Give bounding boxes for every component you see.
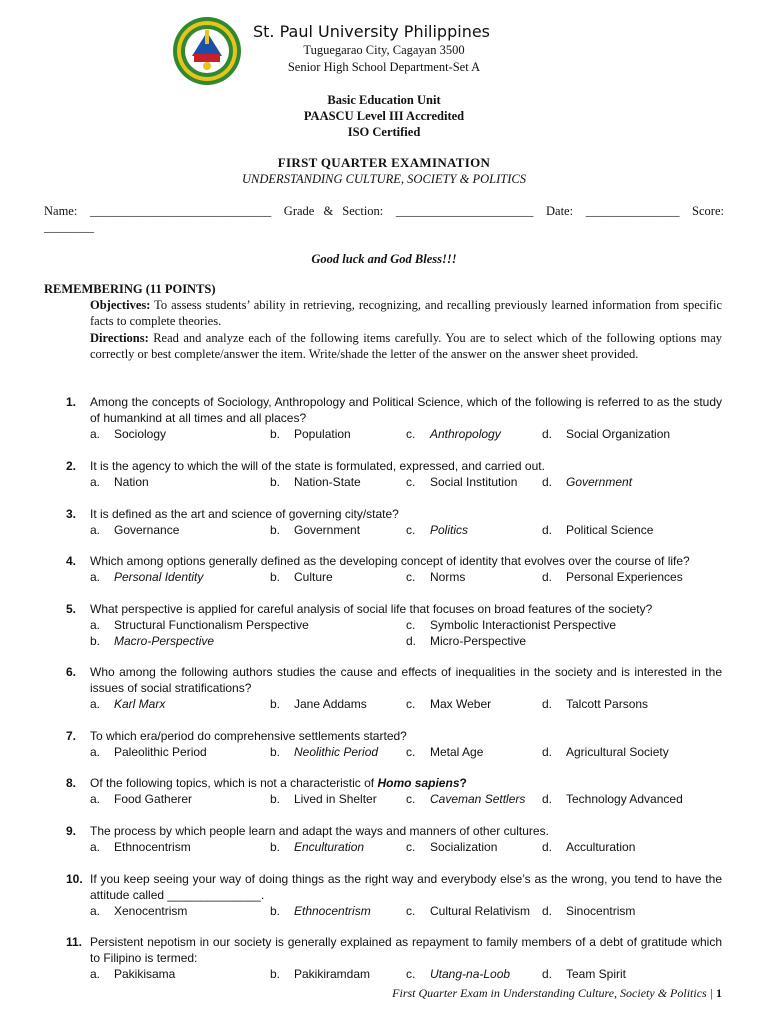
option-letter: b. [270,523,281,537]
question-number: 1. [66,395,77,409]
option-letter: a. [90,697,101,711]
question-number: 5. [66,602,77,616]
score-field[interactable]: ________ [44,220,94,234]
option-letter: c. [406,427,416,441]
options-row [90,617,722,633]
option-text: Structural Functionalism Perspective [114,618,309,632]
option-letter: a. [90,745,101,759]
accreditation: PAASCU Level III Accredited [303,109,465,123]
answer-option[interactable] [270,744,378,760]
option-letter: b. [270,475,281,489]
option-text: Population [294,427,351,441]
question-item [66,506,722,538]
option-letter: c. [406,904,416,918]
options-row [90,696,722,712]
option-text: Technology Advanced [566,792,683,806]
question-number: 3. [66,507,77,521]
option-text: Neolithic Period [294,745,379,759]
answer-option[interactable] [90,966,175,982]
option-text: Ethnocentrism [294,904,371,918]
answer-option[interactable] [90,474,149,490]
options-row [90,426,722,442]
option-letter: a. [90,475,101,489]
name-field[interactable]: _____________________________ [89,204,272,218]
options-row [90,633,722,649]
answer-option[interactable] [90,839,191,855]
option-letter: b. [270,840,281,854]
answer-option[interactable] [90,426,166,442]
answer-option[interactable] [90,633,214,649]
greeting: Good luck and God Bless!!! [311,252,457,266]
option-text: Personal Experiences [566,570,683,584]
question-stem: Among the concepts of Sociology, Anthropology and Political Science, which of the following is referred to as the study of humankind at all times and all places? [90,395,722,425]
option-text: Symbolic Interactionist Perspective [430,618,617,632]
option-text: Metal Age [430,745,484,759]
question-stem: Who among the following authors studies the cause and effects of inequalities in the society and is interested in the issues of social stratifications? [90,665,722,695]
question-item [66,871,722,919]
option-letter: c. [406,967,416,981]
answer-option[interactable] [406,569,465,585]
option-text: Cultural Relativism [430,904,531,918]
answer-option[interactable] [90,903,187,919]
option-text: Socialization [430,840,498,854]
question-item [66,601,722,649]
option-text: Norms [430,570,466,584]
options-row [90,839,722,855]
question-item [66,458,722,490]
option-text: Agricultural Society [566,745,669,759]
answer-option[interactable] [542,903,635,919]
answer-option[interactable] [406,474,517,490]
answer-option[interactable] [406,426,501,442]
answer-option[interactable] [270,966,370,982]
question-stem: To which era/period do comprehensive settlements started? [90,729,407,743]
options-row [90,903,722,919]
option-letter: d. [542,904,553,918]
objectives-text: To assess students’ ability in retrieving, recognizing, and recalling previously learned information from specific facts to complete theories. [90,298,722,328]
grade-label: Grade & Section: [283,204,384,218]
answer-option[interactable] [406,903,530,919]
answer-option[interactable] [542,744,669,760]
option-letter: c. [406,697,416,711]
options-row [90,569,722,585]
answer-option[interactable] [542,966,626,982]
question-stem-text: Of the following topics, which is not a characteristic of [90,776,378,790]
option-text: Anthropology [430,427,501,441]
option-text: Sociology [114,427,167,441]
option-text: Micro-Perspective [430,634,527,648]
option-letter: a. [90,967,101,981]
option-text: Ethnocentrism [114,840,191,854]
option-letter: b. [90,634,101,648]
score-label: Score: [692,204,724,218]
option-text: Max Weber [430,697,492,711]
answer-option[interactable] [406,696,491,712]
question-item [66,728,722,760]
option-letter: d. [542,475,553,489]
answer-option[interactable] [270,474,361,490]
option-text: Paleolithic Period [114,745,207,759]
question-number: 7. [66,729,77,743]
question-stem-emphasis: Homo sapiens [377,776,460,790]
option-text: Enculturation [294,840,365,854]
option-text: Food Gatherer [114,792,193,806]
option-letter: d. [542,570,553,584]
question-item [66,934,722,982]
option-letter: d. [542,792,553,806]
objectives [90,297,722,329]
option-text: Sinocentrism [566,904,636,918]
question-number: 10. [66,872,83,886]
options-row [90,522,722,538]
answer-option[interactable] [542,426,670,442]
option-text: Karl Marx [114,697,166,711]
option-letter: a. [90,792,101,806]
option-text: Jane Addams [294,697,367,711]
option-letter: a. [90,840,101,854]
option-letter: d. [542,840,553,854]
option-letter: b. [270,904,281,918]
option-letter: b. [270,745,281,759]
option-letter: a. [90,618,101,632]
option-text: Nation [114,475,149,489]
options-row [90,744,722,760]
option-letter: a. [90,427,101,441]
question-number: 6. [66,665,77,679]
option-letter: d. [542,523,553,537]
option-letter: b. [270,427,281,441]
answer-option[interactable] [406,966,510,982]
question-stem-end: ? [459,776,467,790]
question-item [66,664,722,712]
question-number: 9. [66,824,77,838]
option-text: Pakikiramdam [294,967,371,981]
option-text: Governance [114,523,180,537]
option-letter: b. [270,697,281,711]
date-field[interactable]: _______________ [585,204,680,218]
question-stem: It is the agency to which the will of the state is formulated, expressed, and carried out. [90,459,545,473]
option-letter: a. [90,904,101,918]
option-text: Macro-Perspective [114,634,215,648]
answer-option[interactable] [90,744,207,760]
question-number: 11. [66,935,83,949]
option-text: Personal Identity [114,570,204,584]
answer-option[interactable] [406,791,525,807]
grade-field[interactable]: ______________________ [395,204,534,218]
option-text: Social Organization [566,427,671,441]
university-name: St. Paul University Philippines [253,22,491,41]
address: Tuguegarao City, Cagayan 3500 [303,43,465,57]
page-number: 1 [716,986,722,1000]
option-letter: d. [542,697,553,711]
question-item [66,823,722,855]
options-row [90,791,722,807]
option-letter: b. [270,792,281,806]
date-label: Date: [546,204,574,218]
answer-option[interactable] [542,522,653,538]
option-letter: c. [406,618,416,632]
option-text: Politics [430,523,469,537]
answer-option[interactable] [542,474,632,490]
option-text: Caveman Settlers [430,792,526,806]
answer-option[interactable] [90,791,192,807]
exam-subject: UNDERSTANDING CULTURE, SOCIETY & POLITICS [242,172,526,186]
option-text: Team Spirit [566,967,627,981]
answer-option[interactable] [90,696,165,712]
answer-option[interactable] [406,522,468,538]
option-text: Xenocentrism [114,904,188,918]
answer-option[interactable] [90,569,203,585]
answer-option[interactable] [270,696,367,712]
question-stem: It is defined as the art and science of governing city/state? [90,507,399,521]
answer-option[interactable] [270,903,371,919]
directions-label: Directions: [90,331,149,345]
answer-option[interactable] [542,791,683,807]
option-letter: a. [90,570,101,584]
question-number: 8. [66,776,77,790]
answer-option[interactable] [270,522,360,538]
question-number: 4. [66,554,77,568]
question-stem: Persistent nepotism in our society is generally explained as repayment to family members of a debt of gratitude which to Filipino is termed: [90,935,722,965]
option-text: Nation-State [294,475,361,489]
answer-option[interactable] [406,839,497,855]
option-text: Government [566,475,633,489]
option-letter: d. [542,967,553,981]
directions-text: Read and analyze each of the following items carefully. You are to select which of the following options may correctly or best complete/answer the item. Write/shade the letter of the answer on the answer sheet provided. [90,331,722,361]
answer-option[interactable] [406,633,526,649]
option-text: Talcott Parsons [566,697,649,711]
option-text: Government [294,523,361,537]
question-stem: The process by which people learn and adapt the ways and manners of other cultures. [90,824,549,838]
question-stem: What perspective is applied for careful analysis of social life that focuses on broad features of the society? [90,602,653,616]
options-row [90,474,722,490]
question-item [66,553,722,585]
question-item [66,394,722,442]
objectives-label: Objectives: [90,298,151,312]
options-row [90,966,722,982]
answer-option[interactable] [270,791,377,807]
option-letter: b. [270,967,281,981]
exam-title: FIRST QUARTER EXAMINATION [277,155,491,170]
section-title: REMEMBERING (11 POINTS) [44,282,216,296]
question-item [66,775,722,807]
student-info-fields [44,204,724,235]
option-text: Acculturation [566,840,636,854]
answer-option[interactable] [270,839,364,855]
question-stem: Which among options generally defined as the developing concept of identity that evolves over the course of life? [90,554,690,568]
option-text: Pakikisama [114,967,176,981]
answer-option[interactable] [406,744,483,760]
option-letter: d. [542,745,553,759]
page-footer [392,986,722,1001]
option-text: Social Institution [430,475,518,489]
answer-option[interactable] [90,522,179,538]
answer-option[interactable] [542,696,648,712]
directions [90,330,722,362]
department: Senior High School Department-Set A [287,60,481,74]
unit: Basic Education Unit [327,93,441,107]
question-number: 2. [66,459,77,473]
option-letter: d. [406,634,417,648]
footer-text: First Quarter Exam in Understanding Culture, Society & Politics | [392,986,713,1000]
option-letter: a. [90,523,101,537]
option-letter: c. [406,840,416,854]
option-letter: c. [406,792,416,806]
answer-option[interactable] [270,426,351,442]
option-letter: c. [406,475,416,489]
option-text: Lived in Shelter [294,792,377,806]
iso-certified: ISO Certified [347,125,421,139]
question-stem [90,775,722,791]
option-text: Culture [294,570,333,584]
name-label: Name: [44,204,78,218]
option-letter: c. [406,745,416,759]
option-text: Political Science [566,523,654,537]
answer-option[interactable] [542,569,683,585]
option-text: Utang-na-Loob [430,967,511,981]
option-letter: c. [406,523,416,537]
answer-option[interactable] [406,617,616,633]
option-letter: d. [542,427,553,441]
option-letter: c. [406,570,416,584]
option-letter: b. [270,570,281,584]
question-stem: If you keep seeing your way of doing things as the right way and everybody else’s as the wrong, you tend to have the attitude called ______________. [90,872,722,902]
answer-option[interactable] [90,617,309,633]
answer-option[interactable] [542,839,635,855]
answer-option[interactable] [270,569,333,585]
